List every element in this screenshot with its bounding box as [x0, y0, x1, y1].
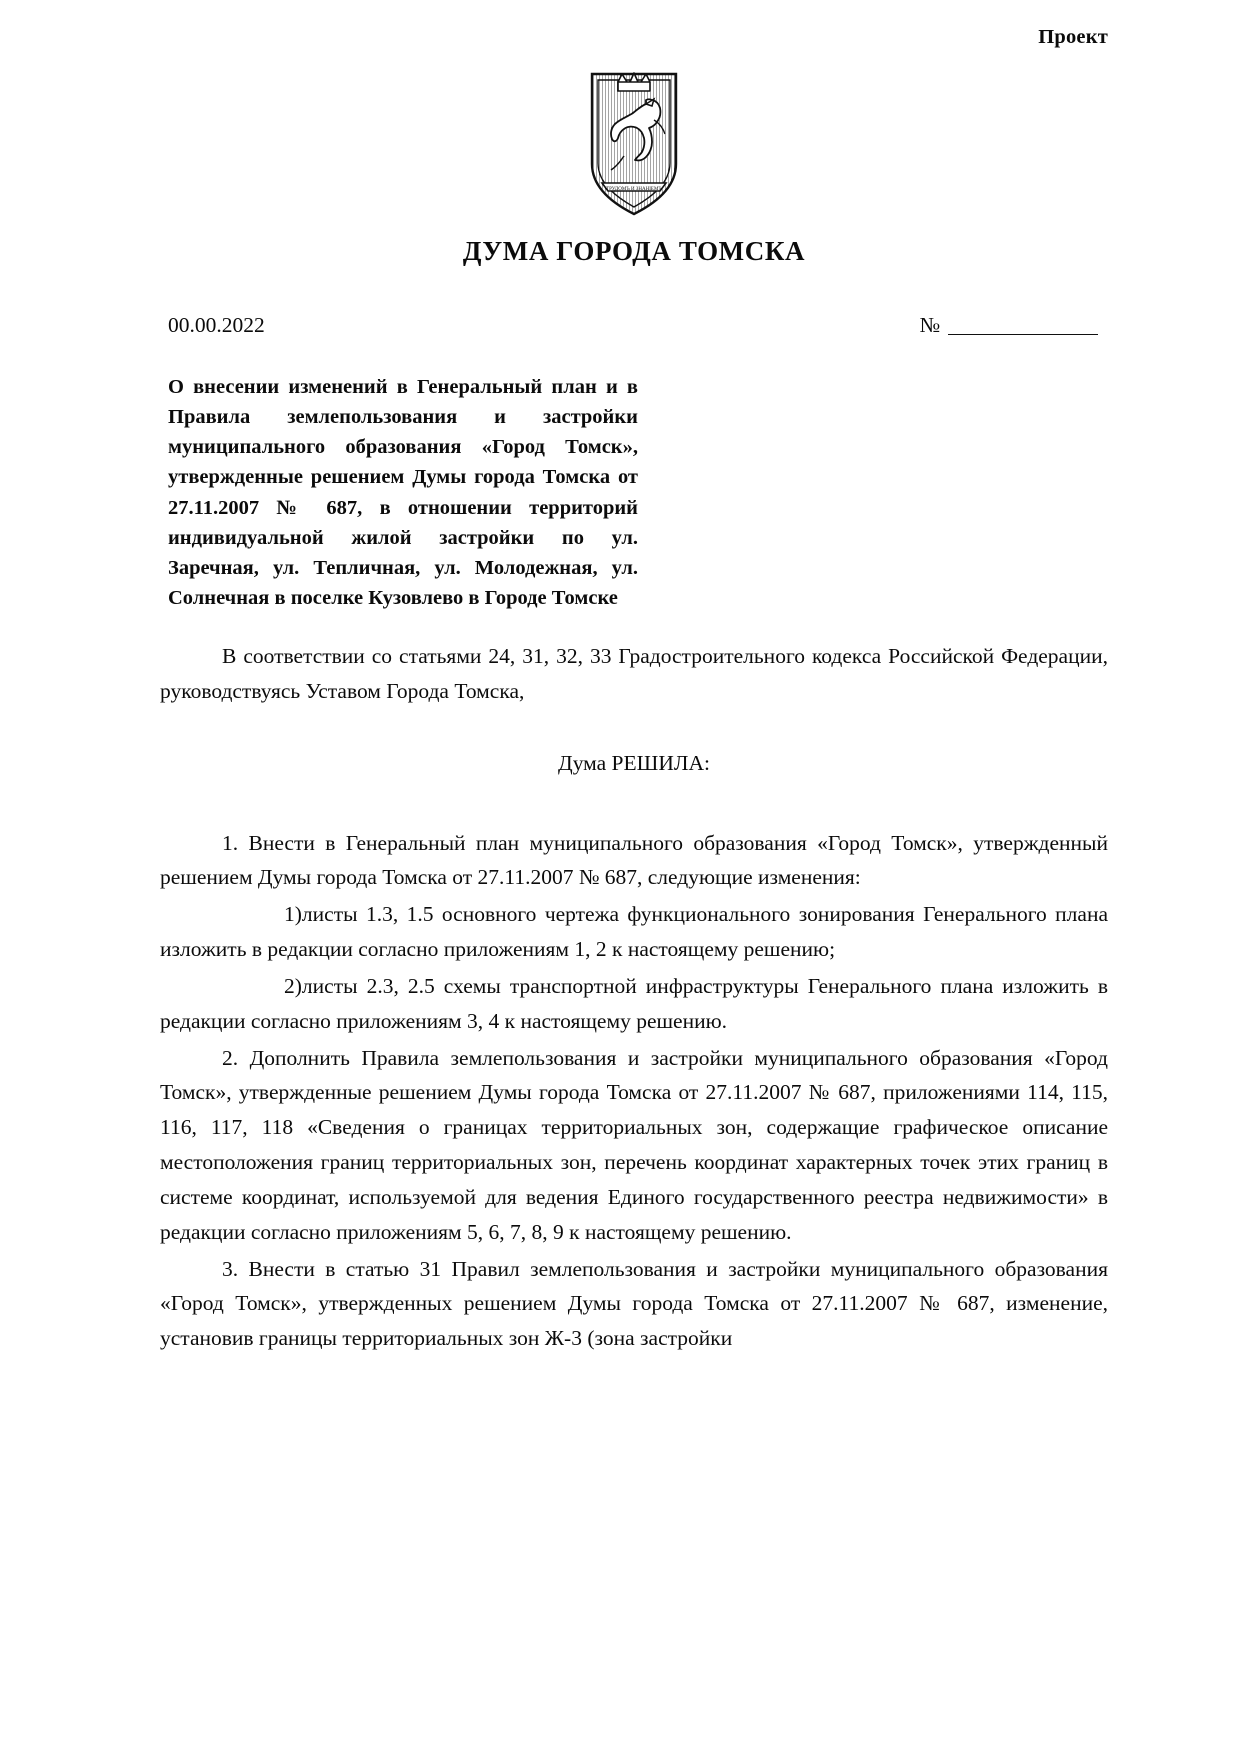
clause-1-item-2-marker: 2)	[284, 973, 302, 998]
document-number-blank	[948, 334, 1098, 335]
document-number	[919, 313, 1108, 338]
clause-1-item-2	[160, 969, 1108, 1039]
clause-2: 2. Дополнить Правила землепользования и застройки муниципального образования «Город Томск», утвержденные решением Думы города Томска от 27.11.2007 № 687, приложениями 114, 115, 116, 117, 118 «Сведения о границах территориальных зон, содержащие графическое описание местоположения границ территориальных зон, перечень координат характерных точек этих границ в системе координат, используемой для ведения Единого государственного реестра недвижимости» в редакции согласно приложениям 5, 6, 7, 8, 9 к настоящему решению.	[160, 1045, 1108, 1244]
clause-1-item-1-marker: 1)	[284, 902, 302, 927]
clause-1: 1. Внести в Генеральный план муниципального образования «Город Томск», утвержденный решением Думы города Томска от 27.11.2007 № 687, следующие изменения:	[160, 830, 1108, 890]
document-meta	[160, 313, 1108, 338]
clause-1-item-2-text: листы 2.3, 2.5 схемы транспортной инфраструктуры Генерального плана изложить в редакции согласно приложениям 3, 4 к настоящему решению.	[160, 973, 1108, 1033]
emblem-container	[160, 68, 1108, 220]
clause-1-item-1	[160, 897, 1108, 967]
resolution-header: Дума РЕШИЛА:	[558, 750, 710, 775]
document-date: 00.00.2022	[168, 313, 265, 337]
clause-3: 3. Внести в статью 31 Правил землепользования и застройки муниципального образования «Город Томск», утвержденных решением Думы города Томска от 27.11.2007 № 687, изменение, установив границы территориальных зон Ж-3 (зона застройки	[160, 1256, 1108, 1351]
clause-1-item-1-text: листы 1.3, 1.5 основного чертежа функционального зонирования Генерального плана изложить в редакции согласно приложениям 1, 2 к настоящему решению;	[160, 902, 1108, 962]
page-title: ДУМА ГОРОДА ТОМСКА	[462, 236, 806, 266]
preamble-paragraph: В соответствии со статьями 24, 31, 32, 33 Градостроительного кодекса Российской Федерации, руководствуясь Уставом Города Томска,	[160, 644, 1108, 703]
draft-marker: Проект	[1038, 26, 1108, 48]
tomsk-coat-of-arms-icon	[584, 68, 684, 220]
document-number-label: №	[919, 313, 940, 337]
document-subject: О внесении изменений в Генеральный план и в Правила землепользования и застройки муниципального образования «Город Томск», утвержденные решением Думы города Томска от 27.11.2007 № 687, в отношении территорий индивидуальной жилой застройки по ул. Заречная, ул. Тепличная, ул. Молодежная, ул. Солнечная в поселке Кузовлево в Городе Томске	[168, 376, 638, 609]
svg-text:ТРУДОМЪ И ЗНАНIЕМЪ: ТРУДОМЪ И ЗНАНIЕМЪ	[606, 187, 662, 192]
